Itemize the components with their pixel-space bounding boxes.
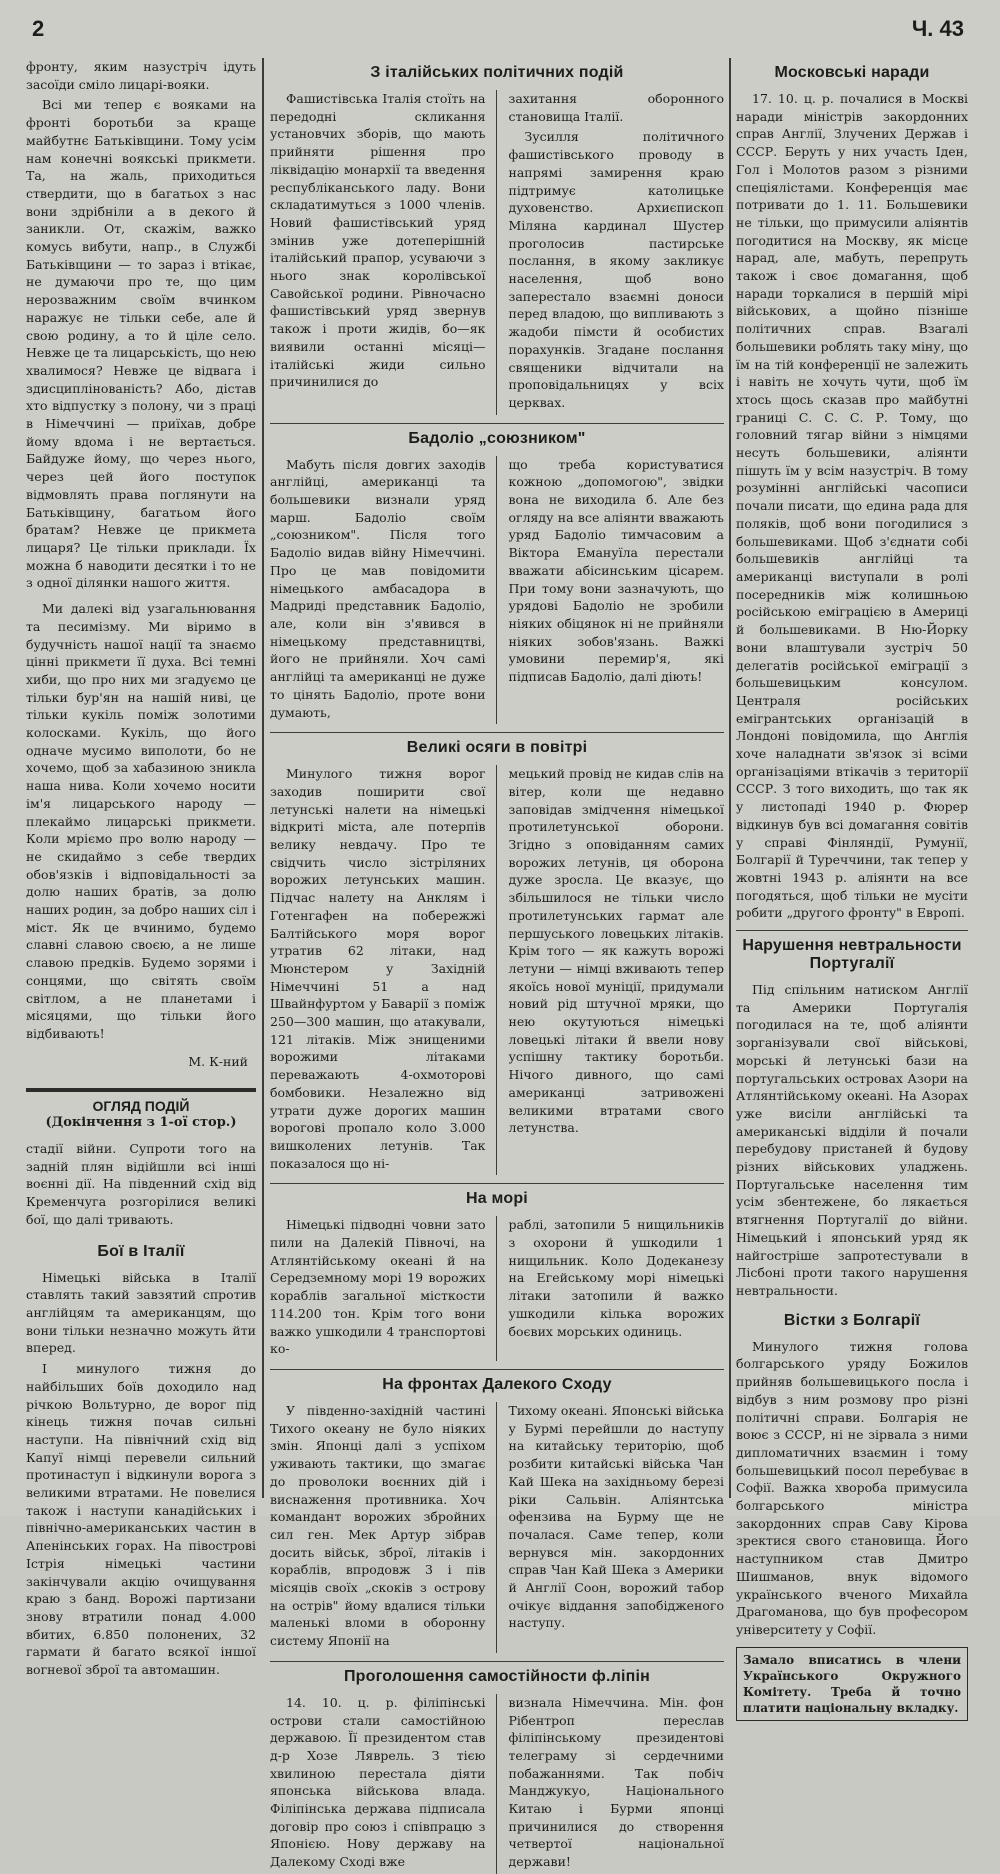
article-paragraph: захитання оборонного становища Італії.	[508, 91, 724, 124]
section-divider	[270, 1661, 724, 1662]
air-heading: Великі осяги в повітрі	[406, 739, 588, 757]
moscow-heading: Московські наради	[774, 64, 930, 81]
article-paragraph: Всі ми тепер є вояками на фронті боротьби за краще майбутнє Батьківщини. Тому усім нам конечні воякські прикмети. Та, на жаль, приходиться ствердити, що в багатьох з нас вони здрібніли а в декого й заникли. От, скажім, важко комусь вибути, напр., в Службі Батьківщини — то зараз і втікає, не думаючи про те, що цим нерозважним своїм вчинком наражує не тільки себе, але й свою родину, а то й ціле село. Невже це та лицарськість, що нею хвалимося? Невже це відвага і здисциплінованість? Або, дістав хто відпустку з полону, чи з праці в Німеччині — приїхав, добре йому вдома і не вертається. Байдуже йому, що через нього, через цей його поступок відмовлять права поглянути на Батьківщину, багатьом його братам? Невже це прикмета лицаря? Це тільки приклади. Їх можна б наводити десятки і то не з одної ділянки нашого життя.	[26, 97, 256, 591]
column-left	[26, 58, 256, 1678]
air-body	[270, 765, 724, 1175]
article-paragraph: фронту, яким назустріч ідуть засоїди сміло лицарі-вояки.	[26, 59, 256, 92]
article-paragraph: 14. 10. ц. р. філіпінські острови стали самостійною державою. Її президентом став д-р Хозе Ляврель. З тією хвилиною перестала діяти японська військова влада. Філіпінська держава підписала договір про союз і співпрацю з Японією. Нову державу на Далекому Сході вже	[270, 1694, 486, 1870]
membership-notice: Замало вписатись в члени Українського Окружного Комітету. Треба й точно платити національну вкладку.	[736, 1647, 968, 1721]
page-number: 2	[32, 16, 45, 41]
article-paragraph: раблі, затопили 5 нищильників з охорони й ушкодили 1 нищильник. Коло Додеканезу на Егейському морі німецькі літаки затопили й важко ушкодили кілька ворожих боєвих морських одиниць.	[508, 1217, 724, 1339]
article-paragraph: У південно-західній частині Тихого океану не було ніяких змін. Японці далі з успіхом уживають тактики, що змагає до проволоки воєнних дій і виснаження противника. Хоч командант ворожих збройних сил ген. Мек Артур зібрав досить військ, зброї, літаків і кораблів, впродовж 3 і пів місяців своїх „скоків з острову на острів" йому вдалися тільки маленькі вломи в оборонну систему Японії на	[270, 1403, 486, 1649]
issue-number: Ч. 43	[911, 16, 964, 41]
section-divider	[736, 930, 968, 931]
author-signature: М. К-ний	[188, 1053, 248, 1069]
philippines-body	[270, 1694, 724, 1874]
article-paragraph: Німецькі підводні човни зато пили на Далекій Півночі, на Атлянтійському океані й на Середземному морі 19 ворожих кораблів загальної місткости 114.200 тон. Крім того вони важко ушкодили 4 транспортові ко-	[270, 1217, 486, 1357]
section-divider	[270, 732, 724, 733]
page-header	[0, 0, 1000, 58]
article-paragraph: Мабуть після довгих заходів англійці, американці та большевики визнали уряд марш. Бадоліо своїм „союзником". Після того Бадоліо видав війну Німеччині. Про це мав повідомити німецького амбасадора в Мадриді представник Бадоліо, але, коли він з'явився в німецькому представництві, його не прийняли. Хоч самі англійці та американці не дуже то цінять Бадоліо, проте вони думають,	[270, 456, 486, 720]
article-paragraph: що треба користуватися кожною „допомогою", звідки вона не виходила б. Але без огляду на все аліянти вважають уряд Бадоліо тимчасовим а Віктора Емануїла перестали вважати абісинським цісарем. При тому вони зазначують, що урядові Бадоліо не зробили ніяких обіцянок ні не прийняли ніяких зобов'язань. Важкі умовини перемир'я, які підписав Бадоліо, далі діють!	[508, 456, 724, 685]
article-paragraph: Ми далекі від узагальнювання та песимізму. Ми віримо в будучність нашої нації та знаємо цінні прикмети її духа. Всі темні хиби, що про них ми згадуємо це тільки бур'ян на нашій ниві, це тільки кукіль поміж золотими колосками. Кукіль, що його одначе мусимо виполоти, бо не хочемо, щоб за хабазиною зникла наша нива. Коли хочемо носити ім'я лицарського народу — плекаймо лицарські прикмети. Коли мріємо про волю народу — не скидаймо з себе твердих обов'язків і відповідальності за долю наших братів, за долю наших родин, за добро наших сіл і міст. Як це вчинимо, будемо славні славою своєю, а не лише славою предків. Будемо зорями і сонцями, що світять своїм світлом, а не планетами і місяцями, що тільки його відбивають!	[26, 601, 256, 1041]
fareast-body	[270, 1402, 724, 1653]
badoglio-body	[270, 456, 724, 725]
section-divider	[270, 1369, 724, 1370]
fareast-heading: На фронтах Далекого Сходу	[382, 1376, 612, 1393]
bulgaria-heading: Вістки з Болгарії	[783, 1311, 921, 1329]
article-paragraph: Тихому океані. Японські війська у Бурмі перейшли до наступу на китайську територію, щоб розбити китайські війська Чан Кай Шека на західньому березі ріки Сальвін. Аліянтська офензива на Бурму ще не почалася. Саме тепер, коли вернувся мін. закордонних справ Чан Кай Шека з Америки й Англії Соон, ворожий табор очікує віддання запобідженого наступу.	[508, 1403, 724, 1631]
article-paragraph: 17. 10. ц. р. почалися в Москві наради міністрів закордонних справ Англії, Злучених Держав і СССР. Беруть у них участь Іден, Гол і Молотов разом з різними спеціялістами. Конференція має потривати до 1. 11. Большевики не тільки, що примусили аліянтів погодитися на Москву, як місце нарад, але, мабуть, перепруть також і своє домагання, щоб наради торкалися в першій мірі військових, а щойно пізніше політичних справ. Взагалі большевики роблять таку міну, що їм на тій конференції не залежить і навіть не хочуть чути, щоб їм хтось щось сказав про майбутні границі С. С. С. Р. Тому, що головний тягар війни з німцями несуть большевики, аліянти пішуть їм у всім назустріч. В тому розумінні англійські часописи почали писати, що едина рада для поляків, щоб вони погодилися з большевиками. Щоб з'єднати собі большевиків англійці та американці виступали в ролі посередників між колишньою російською еміграцією в Америці й большевиками. В Ню-Йорку вони влаштували зустріч 50 делегатів російської еміграції з большевицьким консулом. Централя російських емігрантських організацій в Лондоні повідомила, що Англія хоче наладнати зв'язок зі всіми організаціями втікачів з території СССР. З того виходить, що так як у листопаді 1940 р. Фюрер відкинув був всі домагання совітів у справі Фінляндії, Румунії, Болгарії й Туреччини, так тепер у жовтні 1943 р. аліянти на все погодяться, щоб тільки не мусіти робити „другого фронту" в Европі.	[736, 91, 968, 921]
article-paragraph: Минулого тижня голова болгарського уряду Божилов прийняв большевицького посла і відбув з ним розмову про різні політичні справи. Болгарія не воює з СССР, ні не зірвала з ними дипломатичних взаємин і тому большевицький посол перебуває в Софії. Важка хвороба примусила болгарського міністра закордонних справ Саву Кірова зректися свого становища. Його наступником став Дмитро Шишманов, внук відомого українського вченого Михайла Драгоманова, що був професором університету у Софії.	[736, 1338, 968, 1637]
badoglio-heading: Бадоліо „союзником"	[408, 429, 586, 447]
review-heading: ОГЛЯД ПОДІЙ	[92, 1098, 190, 1115]
column-divider-left	[262, 58, 264, 1498]
review-text: стадії війни. Супроти того на задній плян відійшли всі інші воєнні дії. На південний схід від Кременчуга розгорілися великі бої, що далі тривають.	[26, 1141, 256, 1227]
article-paragraph: мецький провід не кидав слів на вітер, коли ще недавно заповідав змідчення німецької протилетунської оборони. Згідно з оповіданням самих ворожих летунів, ця оборона дуже зросла. Це вказує, що збільшилося не тільки число протилетунських гармат але першуського ловецьких літаків. Крім того — як кажуть ворожі летуни — німці вживають тепер якоїсь нової муніції, придумали новий рід штучної мряки, що нею окутуються німецькі ловецькі літаки й ввели нову успішну тактику боротьби. Нічого дивного, що самі американці затривожені великими втратами свого летунства.	[508, 766, 724, 1136]
philippines-heading: Проголошення самостійности ф.ліпін	[343, 1667, 650, 1685]
italy-politics-body	[270, 90, 724, 415]
column-middle	[270, 58, 724, 1870]
portugal-heading-line2: Португалії	[809, 955, 895, 973]
article-paragraph: Минулого тижня ворог заходив поширити свої летунські налети на німецькі відкриті міста, але потерпів велику невдачу. Про те свідчить число зістріляних ворожих летунських машин. Підчас налету на Анклям і Готенгафен на побережжі Балтійського моря ворог утратив 62 літаки, над Мюнстером у Західній Німеччині 51 а над Швайнфуртом у Баварії з поміж 250—300 машин, що атакували, 121 літаків. Між знищеними ворожими літаками переважають 4-охмоторові бомбовики. Незалежно від утрати дуже дорогих машин ворогові пропало коло 3.000 вишколених летунів. Так показалося що ні-	[270, 766, 486, 1171]
review-subheading: (Докінчення з 1-ої стор.)	[45, 1115, 237, 1131]
article-paragraph: Фашистівська Італія стоїть на передодні скликання установчих зборів, що мають прийняти рішення про ліквідацію монархії та введення республіканського ладу. Вони складатимуться з 1000 членів. Новий фашистівський уряд змінив уже дотеперішній італійський прапор, усуваючи з нього знак королівської Савойської родини. Рівночасно фашистівський уряд звернув також і проти жидів, бо—як виявили останні місяці—італійські жиди сильно причинилися до	[270, 91, 486, 390]
section-divider	[270, 1183, 724, 1184]
article-paragraph: Під спільним натиском Англії та Америки Португалія погодилася на те, щоб аліянти зорганізували свої військові, морські й летунські бази на португальських островах Азори на Атлянтійському океані. На Азорах уже висіли англійські та американські відділи й почали перебудову пристаней й будову різних військових уладжень. Португальське населення тим усім збентежене, бо лякається втягнення Португалії до війни. Німецький і японський уряд як найгостріше запротестували в Лісбоні проти такого нарушення невтральности.	[736, 982, 968, 1298]
section-divider	[26, 1088, 256, 1092]
column-divider-right	[729, 58, 731, 1498]
sea-heading: На морі	[466, 1190, 528, 1208]
article-paragraph: Німецькі війська в Італії ставлять такий завзятий спротив англійцям та американцям, що вони тільки незначно можуть йти вперед.	[26, 1269, 256, 1356]
sea-body	[270, 1216, 724, 1361]
section-divider	[270, 423, 724, 424]
article-paragraph: визнала Німеччина. Мін. фон Рібентроп переслав філіпінському президентові телеграму зі сердечними побажаннями. Так побіч Манджукуо, Національного Китаю і Бурми японці причинилися до створення четвертої національної держави!	[508, 1694, 724, 1870]
italy-battles-heading: Бої в Італії	[97, 1242, 185, 1260]
column-right	[736, 58, 968, 1715]
article-paragraph: Зусилля політичного фашистівського проводу в напрямі замирення краю підтримує католицьке духовенство. Архиєпископ Міляна кардинал Шустер проголосив пастирське послання, в якому закликує населення, щоб воно заперестало взаємні доноси перед владою, що випливають з жадоби пімсти й особистих порахунків. Згадане послання священики відчитали на проповідальницях у всіх церквах.	[508, 129, 724, 410]
portugal-heading-line1: Нарушення невтральности	[742, 937, 962, 955]
italy-politics-heading: З італійських політичних подій	[370, 64, 624, 81]
article-paragraph: І минулого тижня до найбільших боїв доходило над річкою Вольтурно, де ворог під кінець тижня почав сильні наступи. На північний схід від Капуї німці перевели сильний протинаступ і відкинули ворога з великими втратами. Не повелися також і наступи канадійських і північно-американських частин в Апенінських горах. На півострові Істрія німецькі частини закінчували акцію очищування краю з банд. Ворожі партизани знову втратили понад 4.000 вбитих, 6.850 полонених, 32 гармати й багато всякої іншої вогневої зброї та автомашин.	[26, 1361, 256, 1678]
